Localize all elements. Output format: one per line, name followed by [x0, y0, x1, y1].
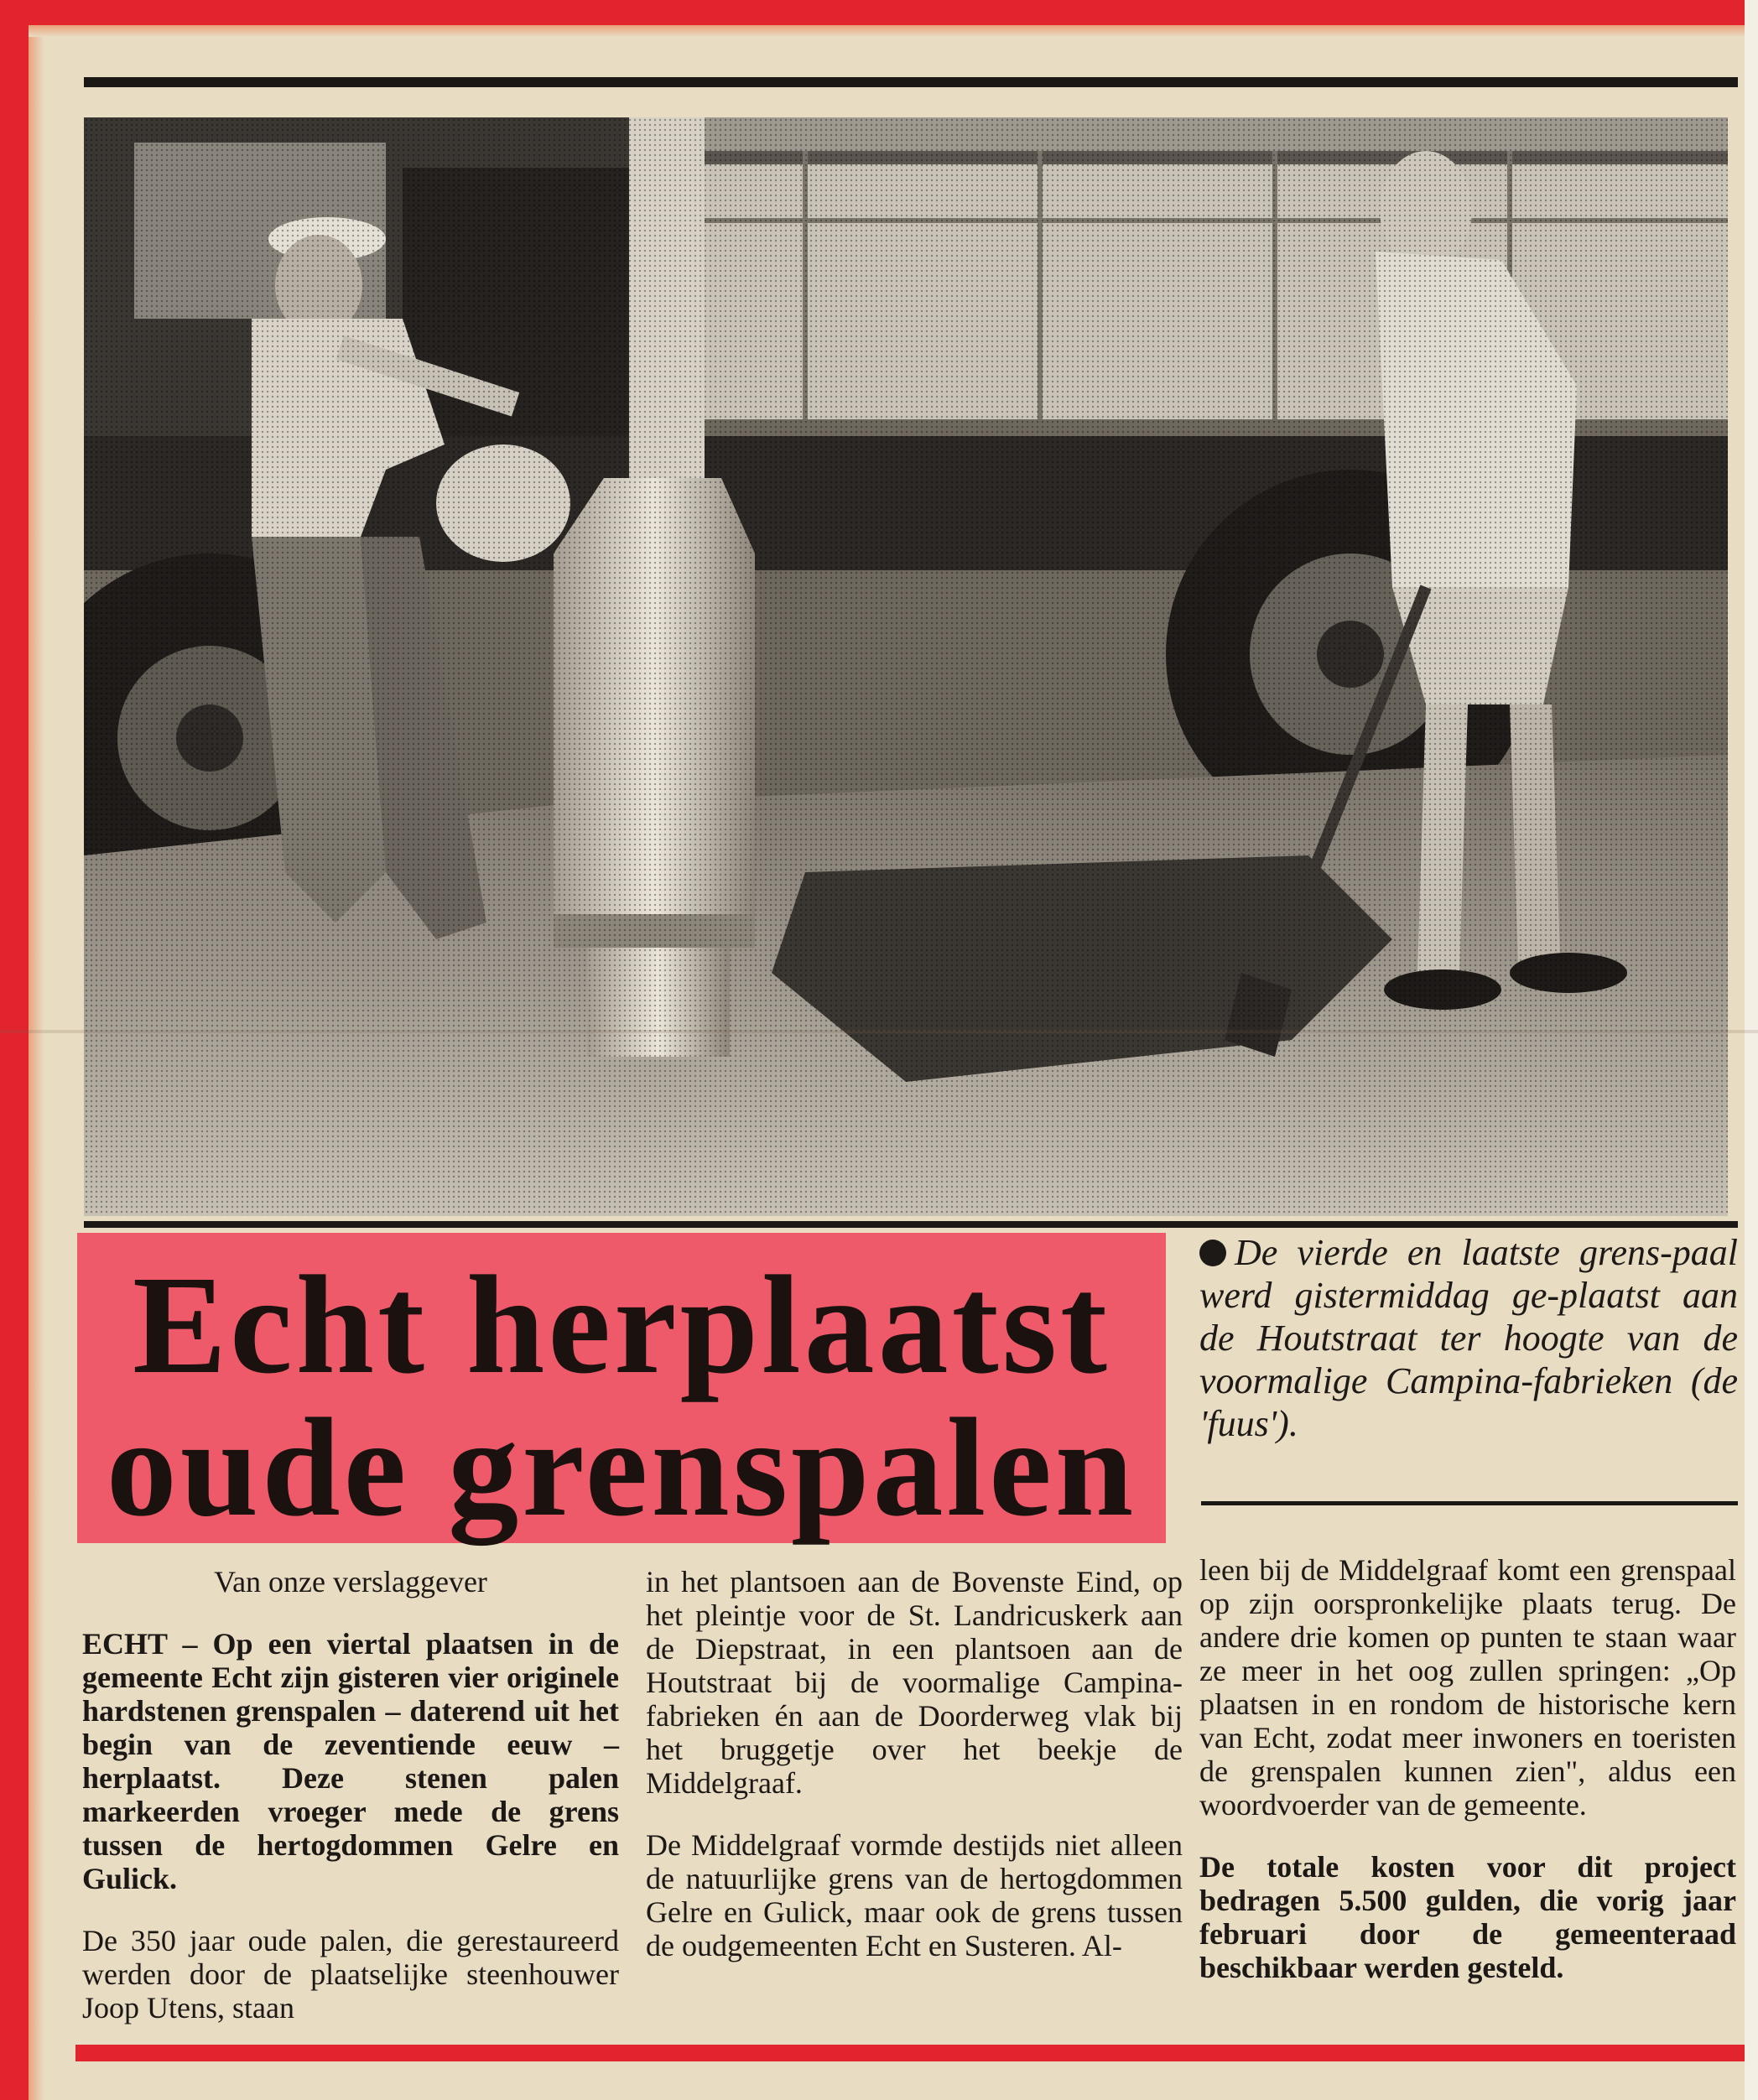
headline-banner	[77, 1233, 1166, 1546]
article-paragraph-1: De 350 jaar oude palen, die gerestaureerd werden door de plaatselijke steenhouwer Joop Utens, staan	[82, 1924, 619, 2025]
article-paragraph-5: De totale kosten voor dit project bedragen 5.500 gulden, die vorig jaar februari door de gemeenteraad beschikbaar werden gesteld.	[1199, 1850, 1736, 1984]
article-column-1	[82, 1565, 619, 2053]
left-edge-shade	[29, 0, 44, 2100]
article-paragraph-2: in het plantsoen aan de Bovenste Eind, op het pleintje voor de St. Landricuskerk aan de Diepstraat, in een plantsoen aan de Houtstraat bij de voormalige Campina-fabrieken én aan de Doorderweg vlak bij het bruggetje over het beekje de Middelgraaf.	[646, 1565, 1183, 1800]
caption-rule	[1201, 1501, 1738, 1505]
red-top-edge	[29, 0, 1758, 25]
right-paper-edge	[1745, 0, 1758, 2100]
article-paragraph-3: De Middelgraaf vormde destijds niet alleen de natuurlijke grens van de hertogdommen Gelre en Gulick, maar ook de grens tussen de oudgemeenten Echt en Susteren. Al-	[646, 1828, 1183, 1962]
article-paragraph-4: leen bij de Middelgraaf komt een grenspaal op zijn oorspronkelijke plaats terug. De andere drie komen op punten te staan waar ze meer in het oog zullen springen: „Op plaatsen in en rondom de historische kern van Echt, zodat meer inwoners en toeristen de grenspalen kunnen zien", aldus een woordvoerder van de gemeente.	[1199, 1553, 1736, 1822]
photo-caption	[1199, 1231, 1738, 1445]
headline-line-2: oude grenspalen	[106, 1390, 1137, 1546]
article-lead: ECHT – Op een viertal plaatsen in de gemeente Echt zijn gisteren vier originele hardstenen grenspalen – daterend uit het begin van de zeventiende eeuw – herplaatst. Deze stenen palen markeerden vroeger mede de grens tussen de hertogdommen Gelre en Gulick.	[82, 1627, 619, 1895]
article-column-3	[1199, 1553, 1736, 2013]
photo-bottom-rule	[84, 1221, 1738, 1228]
caption-text: De vierde en laatste grens-paal werd gistermiddag ge-plaatst aan de Houtstraat ter hoogte van de voormalige Campina-fabrieken (de 'fuus').	[1199, 1232, 1738, 1444]
red-left-edge	[0, 0, 29, 2100]
paper-fold	[0, 1030, 1758, 1033]
byline: Van onze verslaggever	[214, 1565, 487, 1598]
headline-line-1: Echt herplaatst	[133, 1247, 1110, 1403]
top-edge-shade	[29, 25, 1758, 37]
bullet-dot-icon	[1199, 1240, 1226, 1266]
article-column-2	[646, 1565, 1183, 1991]
newspaper-photo	[84, 117, 1728, 1216]
top-rule	[84, 77, 1738, 87]
